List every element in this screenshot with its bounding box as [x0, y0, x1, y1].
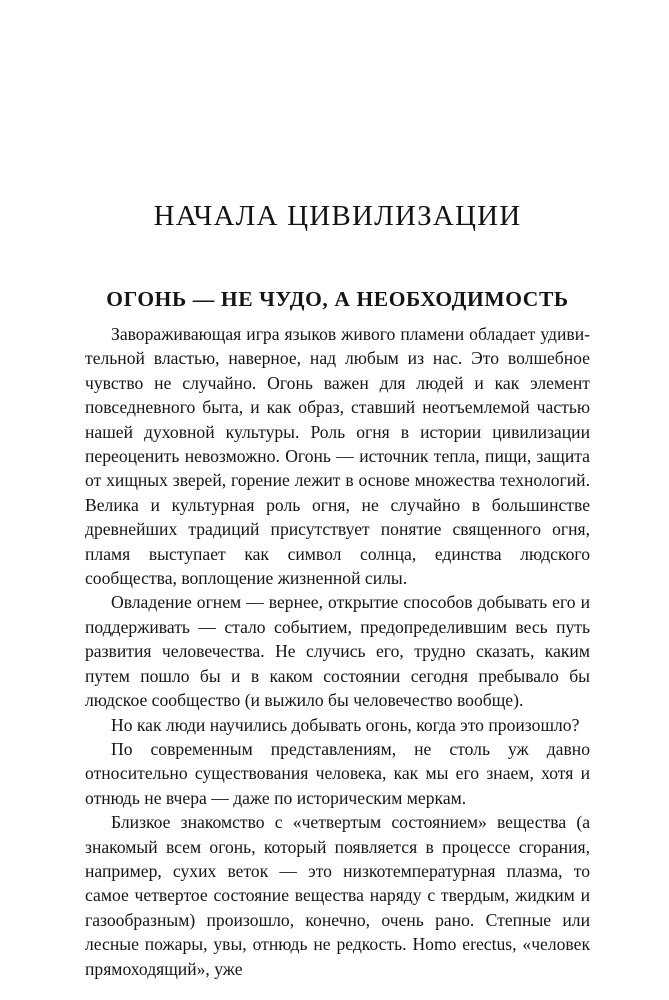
- book-page: [85, 0, 590, 1000]
- body-text: [85, 322, 590, 981]
- paragraph: Близкое знакомство с «четвертым состоянием» вещества (а знакомый всем огонь, который появляется в процессе сгорания, например, сухих веток — это низкотемпературная плазма, то самое четвертое состояние вещества наряду с твердым, жидким и газообразным) произошло, конечно, очень рано. Степные или лесные пожары, увы, отнюдь не редкость. Homo erectus, «человек прямоходящий», уже: [85, 812, 590, 979]
- paragraph: Завораживающая игра языков живого пламени обладает удивительной властью, наверное, над любым из нас. Это волшебное чувство не случайно. Огонь важен для людей и как элемент повседневного быта, и как образ, ставший неотъемлемой частью нашей духовной культуры. Роль огня в истории цивилизации переоценить невозможно. Огонь — источник тепла, пищи, защита от хищных зверей, горение лежит в основе множества технологий. Велика и культурная роль огня, не случайно в большинстве древнейших традиций присутствует понятие священного огня, пламя выступает как символ солнца, единства людского сообщества, воплощение жизненной силы.: [85, 324, 590, 589]
- paragraph: Но как люди научились добывать огонь, когда это произошло?: [111, 714, 580, 735]
- paragraph: Овладение огнем — вернее, открытие способов добывать его и поддерживать — стало событием, предопределившим весь путь развития человечества. Не случись его, трудно сказать, каким путем пошло бы и в каком состоянии сегодня пребывало бы людское сообщество (и выжило бы человечество вообще).: [85, 592, 590, 711]
- section-title: ОГОНЬ — НЕ ЧУДО, А НЕОБХОДИМОСТЬ: [106, 287, 569, 311]
- paragraph: По современным представлениям, не столь уж давно относительно существования человека, как мы его знаем, хотя и отнюдь не вчера — даже по историческим меркам.: [85, 738, 590, 808]
- chapter-title: НАЧАЛА ЦИВИЛИЗАЦИИ: [153, 200, 522, 232]
